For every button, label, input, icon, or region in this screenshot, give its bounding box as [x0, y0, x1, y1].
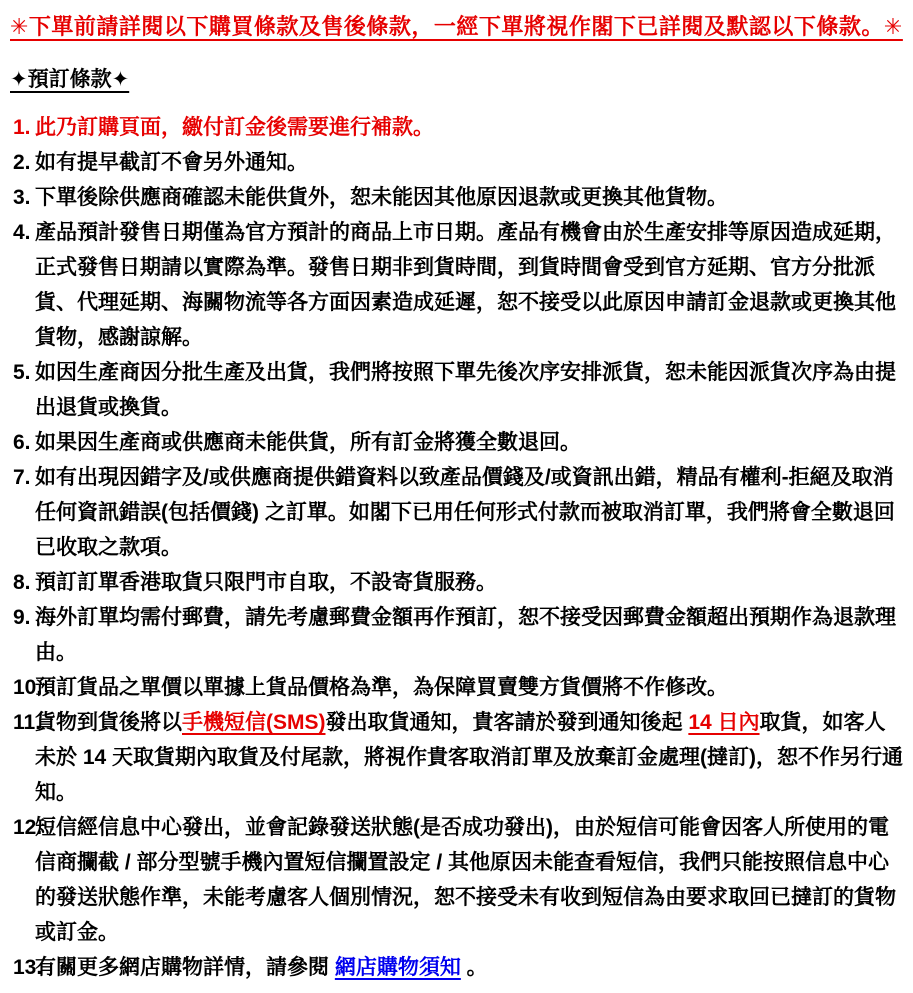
term-item-4 [8, 215, 905, 355]
term-text: 如因生產商因分批生產及出貨，我們將按照下單先後次序安排派貨，恕未能因派貨次序為由提出退貨或換貨。 [35, 361, 896, 419]
term-item-9 [8, 600, 905, 670]
term-item-5 [8, 355, 905, 425]
term-number: 6. [13, 431, 31, 454]
sms-highlight: 手機短信(SMS) [182, 711, 326, 734]
term-item-2 [8, 145, 905, 180]
term-number: 2. [13, 151, 31, 174]
term-number: 12. [13, 816, 43, 839]
term-text: 貨物到貨後將以 [35, 711, 182, 734]
term-number: 5. [13, 361, 31, 384]
term-item-13 [8, 950, 905, 985]
term-text: 。 [460, 956, 488, 979]
term-number: 8. [13, 571, 31, 594]
term-text: 有關更多網店購物詳情，請參閱 [35, 956, 335, 979]
term-number: 7. [13, 466, 31, 489]
term-text: 如果因生產商或供應商未能供貨，所有訂金將獲全數退回。 [35, 431, 581, 454]
term-item-3 [8, 180, 905, 215]
terms-list [8, 110, 905, 985]
shop-notice-link[interactable]: 網店購物須知 [334, 956, 461, 979]
warning-banner: ✳下單前請詳閱以下購買條款及售後條款，一經下單將視作閣下已詳閱及默認以下條款。✳ [10, 14, 903, 39]
term-text: 如有提早截訂不會另外通知。 [35, 151, 308, 174]
term-number: 3. [13, 186, 31, 209]
term-text: 預訂訂單香港取貨只限門市自取，不設寄貨服務。 [35, 571, 497, 594]
term-text: 如有出現因錯字及/或供應商提供錯資料以致產品價錢及/或資訊出錯，精品有權利-拒絕及取消任何資訊錯誤(包括價錢) 之訂單。如閣下已用任何形式付款而被取消訂單，我們將會全數退回已收取之款項。 [35, 466, 895, 559]
term-item-8 [8, 565, 905, 600]
term-item-10 [8, 670, 905, 705]
term-number: 9. [13, 606, 31, 629]
term-text: 下單後除供應商確認未能供貨外，恕未能因其他原因退款或更換其他貨物。 [35, 186, 728, 209]
term-item-1 [8, 110, 905, 145]
term-item-11 [8, 705, 905, 810]
term-text: 產品預計發售日期僅為官方預計的商品上市日期。產品有機會由於生產安排等原因造成延期，正式發售日期請以實際為準。發售日期非到貨時間，到貨時間會受到官方延期、官方分批派貨、代理延期、海關物流等各方面因素造成延遲，恕不接受以此原因申請訂金退款或更換其他貨物，感謝諒解。 [35, 221, 896, 349]
term-item-7 [8, 460, 905, 565]
term-number: 11. [13, 711, 42, 734]
term-text: 預訂貨品之單價以單據上貨品價格為準，為保障買賣雙方貨價將不作修改。 [35, 676, 728, 699]
term-text: 此乃訂購頁面，繳付訂金後需要進行補款。 [35, 116, 434, 139]
term-number: 1. [13, 116, 31, 139]
term-number: 13. [13, 956, 43, 979]
term-number: 10. [13, 676, 43, 699]
section-title-preorder-terms: ✦預訂條款✦ [10, 68, 130, 91]
pickup-deadline-highlight: 14 日內 [688, 711, 760, 734]
term-text: 海外訂單均需付郵費，請先考慮郵費金額再作預訂，恕不接受因郵費金額超出預期作為退款理由。 [35, 606, 896, 664]
term-text: 短信經信息中心發出，並會記錄發送狀態(是否成功發出)，由於短信可能會因客人所使用的電信商攔截 / 部分型號手機內置短信攔置設定 / 其他原因未能查看短信，我們只能按照信息中心的發送狀態作準，未能考慮客人個別情況，恕不接受未有收到短信為由要求取回已撻訂的貨物或訂金。 [35, 816, 896, 944]
term-text: 發出取貨通知，貴客請於發到通知後起 [325, 711, 689, 734]
term-text: 取貨，如客人未於 14 天取貨期內取貨及付尾款，將視作貴客取消訂單及放棄訂金處理(撻訂)，恕不作另行通知。 [35, 711, 904, 804]
term-item-6 [8, 425, 905, 460]
term-number: 4. [13, 221, 31, 244]
term-item-12 [8, 810, 905, 950]
